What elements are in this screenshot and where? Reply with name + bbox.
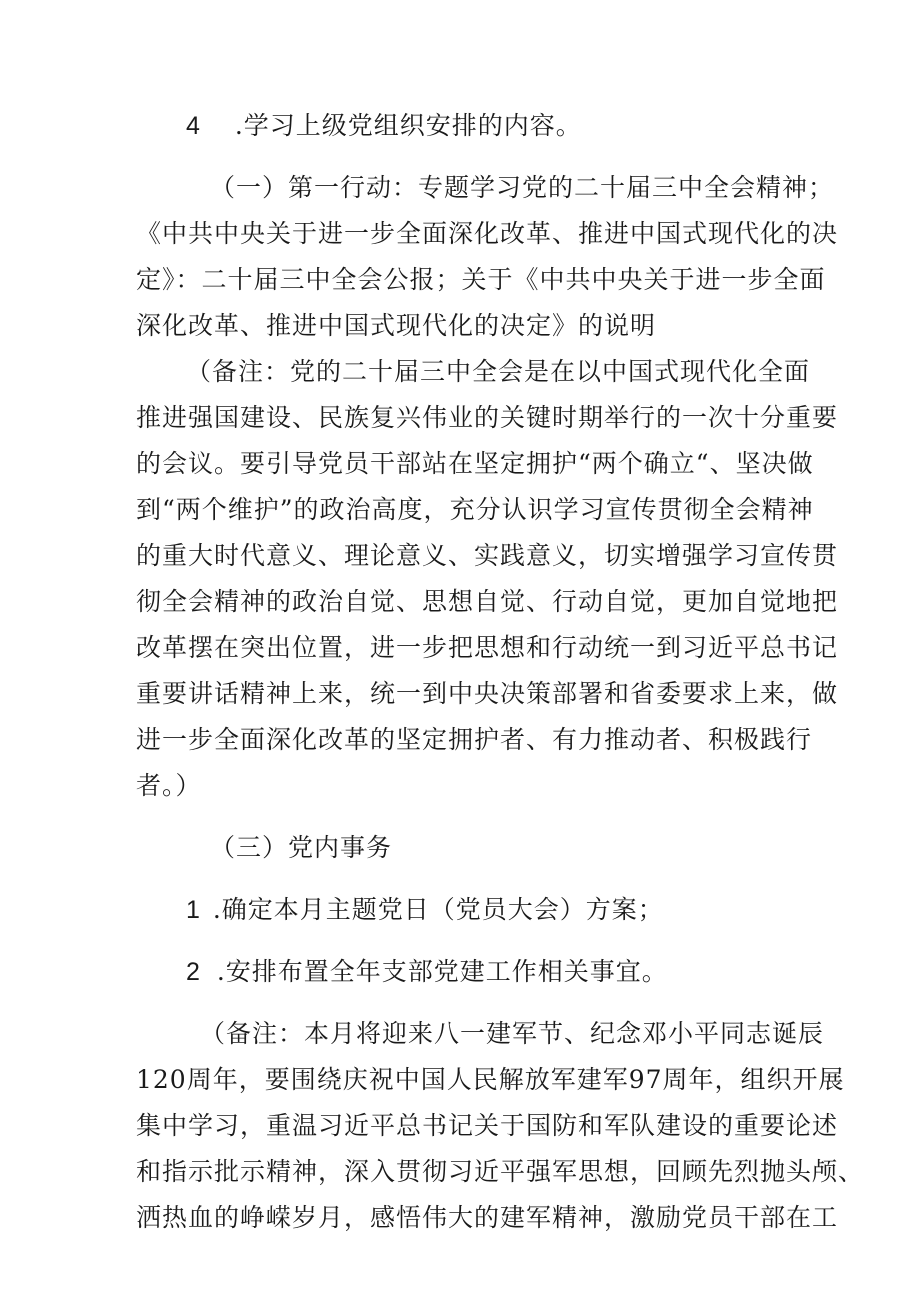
item-4 [186, 108, 846, 144]
section-1-line-2: 《中共中央关于进一步全面深化改革、推进中国式现代化的决 [136, 219, 839, 248]
section-1-line-1: （一）第一行动：专题学习党的二十届三中全会精神； [210, 173, 835, 202]
note-2-line-4: 和指示批示精神，深入贯彻习近平强军思想，回顾先烈抛头颅、 [136, 1157, 865, 1186]
note-1-line-8: 重要讲话精神上来，统一到中央决策部署和省委要求上来，做 [136, 679, 839, 708]
note-1-line-10: 者。） [136, 771, 202, 800]
note-2-line-3: 集中学习，重温习近平总书记关于国防和军队建设的重要论述 [136, 1111, 839, 1140]
item-4-text: .学习上级党组织安排的内容。 [234, 111, 582, 140]
note-1-line-2: 推进强国建设、民族复兴伟业的关键时期举行的一次十分重要 [136, 403, 839, 432]
note-1-line-4: 到“两个维护”的政治高度，充分认识学习宣传贯彻全会精神 [136, 495, 814, 524]
section-1-line-4: 深化改革、推进中国式现代化的决定》的说明 [136, 311, 657, 340]
note-1-line-5: 的重大时代意义、理论意义、实践意义，切实增强学习宣传贯 [136, 541, 839, 570]
section-3-item-1 [186, 892, 846, 928]
note-1-line-1: （备注：党的二十届三中全会是在以中国式现代化全面 [186, 357, 811, 386]
section-3-item-2-number: 2 [186, 958, 200, 986]
section-3-heading: （三）党内事务 [210, 833, 393, 862]
section-1-line-3: 定》：二十届三中全会公报；关于《中共中央关于进一步全面 [136, 265, 826, 294]
note-1-line-3: 的会议。要引导党员干部站在坚定拥护“两个确立“、坚决做 [136, 449, 814, 478]
section-3-item-2 [186, 954, 846, 990]
section-3-item-2-text: .安排布置全年支部党建工作相关事宜。 [216, 957, 668, 986]
item-4-number: 4 [186, 112, 200, 140]
note-1-line-6: 彻全会精神的政治自觉、思想自觉、行动自觉，更加自觉地把 [136, 587, 839, 616]
note-2-line-2: 120周年，要围绕庆祝中国人民解放军建军97周年，组织开展 [136, 1065, 845, 1094]
note-2-line-5: 洒热血的峥嵘岁月，感悟伟大的建军精神，激励党员干部在工 [136, 1203, 839, 1232]
section-3-item-1-number: 1 [186, 896, 200, 924]
note-1-line-9: 进一步全面深化改革的坚定拥护者、有力推动者、积极践行 [136, 725, 813, 754]
note-2-line-1: （备注：本月将迎来八一建军节、纪念邓小平同志诞辰 [200, 1019, 825, 1048]
note-1-line-7: 改革摆在突出位置，进一步把思想和行动统一到习近平总书记 [136, 633, 839, 662]
section-3-item-1-text: .确定本月主题党日（党员大会）方案； [212, 895, 664, 924]
